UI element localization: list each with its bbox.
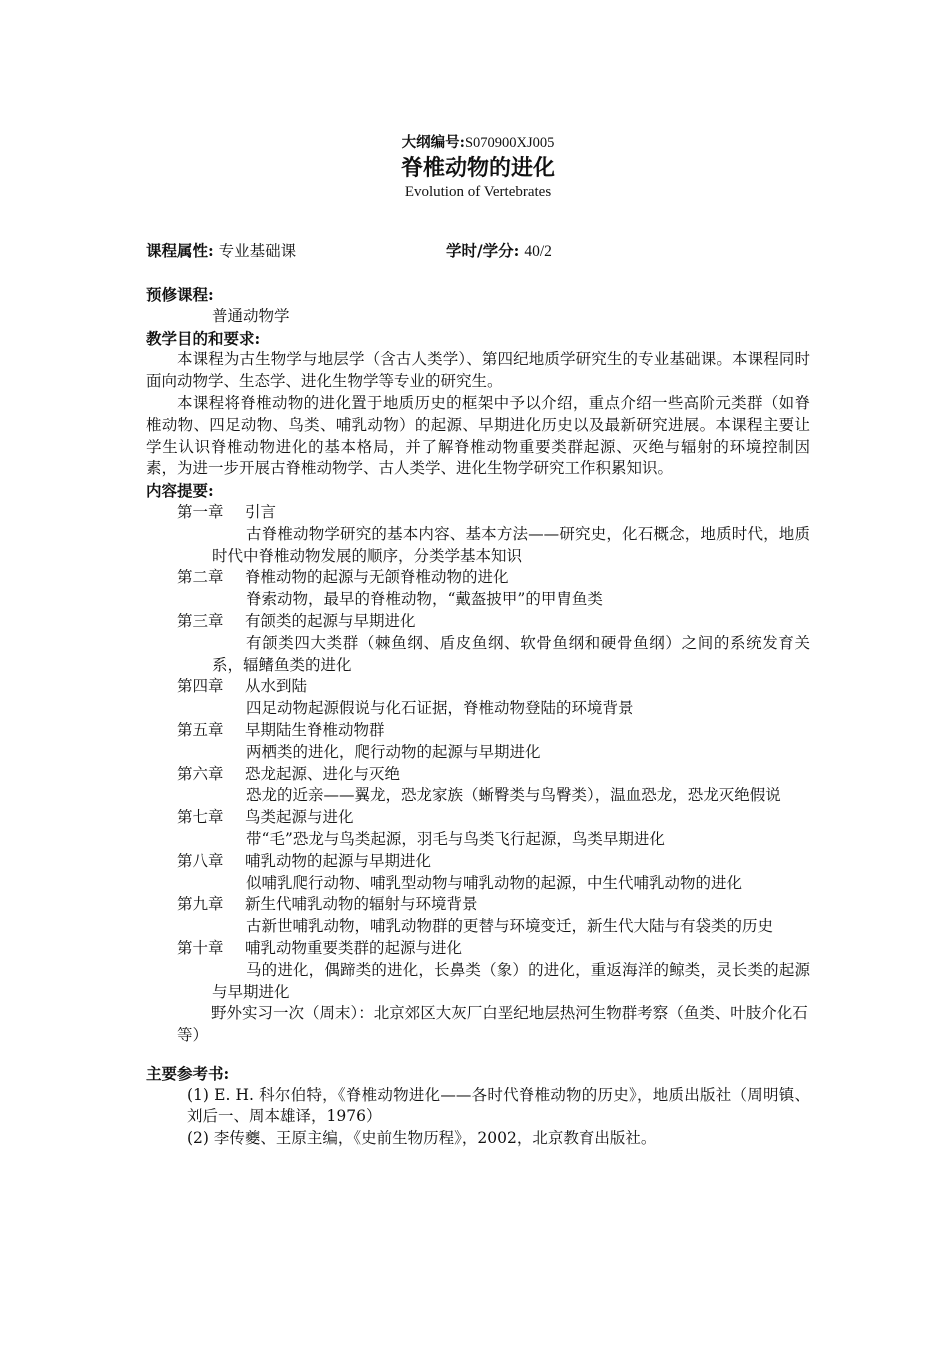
chapter-title: 哺乳动物重要类群的起源与进化: [245, 938, 463, 957]
chapter-item: [146, 567, 810, 611]
field-trip-note: 野外实习一次（周末）：北京郊区大灰厂白垩纪地层热河生物群考察（鱼类、叶肢介化石等）: [177, 1004, 808, 1045]
chapter-label: 第四章: [177, 677, 224, 696]
chapter-label: 第七章: [177, 808, 224, 827]
chapter-item: [146, 720, 810, 764]
outline-number-label: 大纲编号:: [401, 134, 465, 151]
course-title: 脊椎动物的进化: [400, 155, 555, 181]
chapter-description: 似哺乳爬行动物、哺乳型动物与哺乳动物的起源，中生代哺乳动物的进化: [246, 873, 743, 892]
chapter-item: [146, 851, 810, 895]
course-property-value: 专业基础课: [218, 242, 297, 260]
chapter-title: 新生代哺乳动物的辐射与环境背景: [245, 895, 478, 914]
chapter-description: 两栖类的进化，爬行动物的起源与早期进化: [246, 742, 541, 761]
course-hours-value: 40/2: [524, 243, 552, 260]
chapter-title: 鸟类起源与进化: [245, 808, 354, 827]
chapter-description: 带“毛”恐龙与鸟类起源，羽毛与鸟类飞行起源，鸟类早期进化: [246, 829, 665, 848]
chapter-item: [146, 894, 810, 938]
chapter-title: 从水到陆: [245, 677, 308, 696]
course-title-english: Evolution of Vertebrates: [404, 184, 552, 200]
chapter-label: 第十章: [177, 938, 224, 957]
references-heading: 主要参考书:: [146, 1063, 230, 1083]
prerequisites-heading: 预修课程:: [146, 285, 214, 304]
chapter-description: 马的进化，偶蹄类的进化，长鼻类（象）的进化，重返海洋的鲸类，灵长类的起源与早期进化: [212, 960, 810, 1001]
course-property: [146, 240, 296, 263]
outline-number-value: S070900XJ005: [464, 135, 555, 151]
syllabus-page: [146, 132, 810, 1150]
chapter-label: 第五章: [177, 720, 224, 739]
chapter-description: 恐龙的近亲——翼龙，恐龙家族（蜥臀类与鸟臀类），温血恐龙，恐龙灭绝假说: [246, 786, 781, 805]
chapter-description: 古脊椎动物学研究的基本内容、基本方法——研究史，化石概念，地质时代，地质时代中脊椎动物发展的顺序，分类学基本知识: [212, 524, 810, 565]
chapter-title: 早期陆生脊椎动物群: [245, 720, 385, 739]
outline-number-line: [146, 132, 810, 154]
chapter-description: 古新世哺乳动物，哺乳动物群的更替与环境变迁，新生代大陆与有袋类的历史: [246, 917, 774, 936]
chapter-description: 有颌类四大类群（棘鱼纲、盾皮鱼纲、软骨鱼纲和硬骨鱼纲）之间的系统发育关系，辐鳍鱼类的进化: [212, 633, 810, 674]
objectives-paragraph: 本课程为古生物学与地层学（含古人类学）、第四纪地质学研究生的专业基础课。本课程同时面向动物学、生态学、进化生物学等专业的研究生。: [146, 350, 810, 391]
chapter-title: 脊椎动物的起源与无颌脊椎动物的进化: [245, 568, 509, 587]
chapter-title: 引言: [245, 502, 277, 521]
chapter-title: 哺乳动物的起源与早期进化: [245, 851, 432, 870]
chapter-title: 恐龙起源、进化与灭绝: [245, 764, 401, 783]
reference-item: (1) E. H. 科尔伯特，《脊椎动物进化——各时代脊椎动物的历史》，地质出版社（周明镇、刘后一、周本雄译，1976）: [187, 1085, 810, 1126]
chapter-description: 脊索动物，最早的脊椎动物，“戴盔披甲”的甲胄鱼类: [246, 590, 603, 609]
chapter-label: 第九章: [177, 895, 224, 914]
chapter-item: [146, 764, 810, 808]
chapter-title: 有颌类的起源与早期进化: [245, 611, 416, 630]
chapter-description: 四足动物起源假说与化石证据，脊椎动物登陆的环境背景: [246, 699, 634, 718]
chapter-label: 第一章: [177, 502, 224, 521]
chapter-list: [146, 502, 810, 1003]
prerequisites-value: 普通动物学: [212, 306, 290, 325]
document-header: [146, 132, 810, 202]
chapter-item: [146, 938, 810, 1003]
reference-item: (2) 李传夔、王原主编，《史前生物历程》，2002，北京教育出版社。: [187, 1129, 657, 1148]
course-hours-label: 学时/学分:: [446, 241, 520, 260]
chapter-item: [146, 807, 810, 851]
reference-list: [146, 1085, 810, 1150]
contents-heading: 内容提要:: [146, 481, 214, 501]
course-property-label: 课程属性:: [146, 241, 214, 260]
chapter-item: [146, 502, 810, 567]
chapter-label: 第八章: [177, 851, 224, 870]
course-hours: [446, 240, 552, 263]
chapter-label: 第三章: [177, 611, 224, 630]
chapter-label: 第六章: [177, 764, 224, 783]
course-attributes: [146, 240, 810, 262]
chapter-label: 第二章: [177, 568, 224, 587]
objectives-paragraph: 本课程将脊椎动物的进化置于地质历史的框架中予以介绍，重点介绍一些高阶元类群（如脊椎动物、四足动物、鸟类、哺乳动物）的起源、早期进化历史以及最新研究进展。本课程主要让学生认识脊椎动物进化的基本格局，并了解脊椎动物重要类群起源、灭绝与辐射的环境控制因素，为进一步开展古脊椎动物学、古人类学、进化生物学研究工作积累知识。: [146, 393, 810, 478]
chapter-item: [146, 611, 810, 676]
chapter-item: [146, 676, 810, 720]
objectives-heading: 教学目的和要求:: [146, 328, 261, 348]
